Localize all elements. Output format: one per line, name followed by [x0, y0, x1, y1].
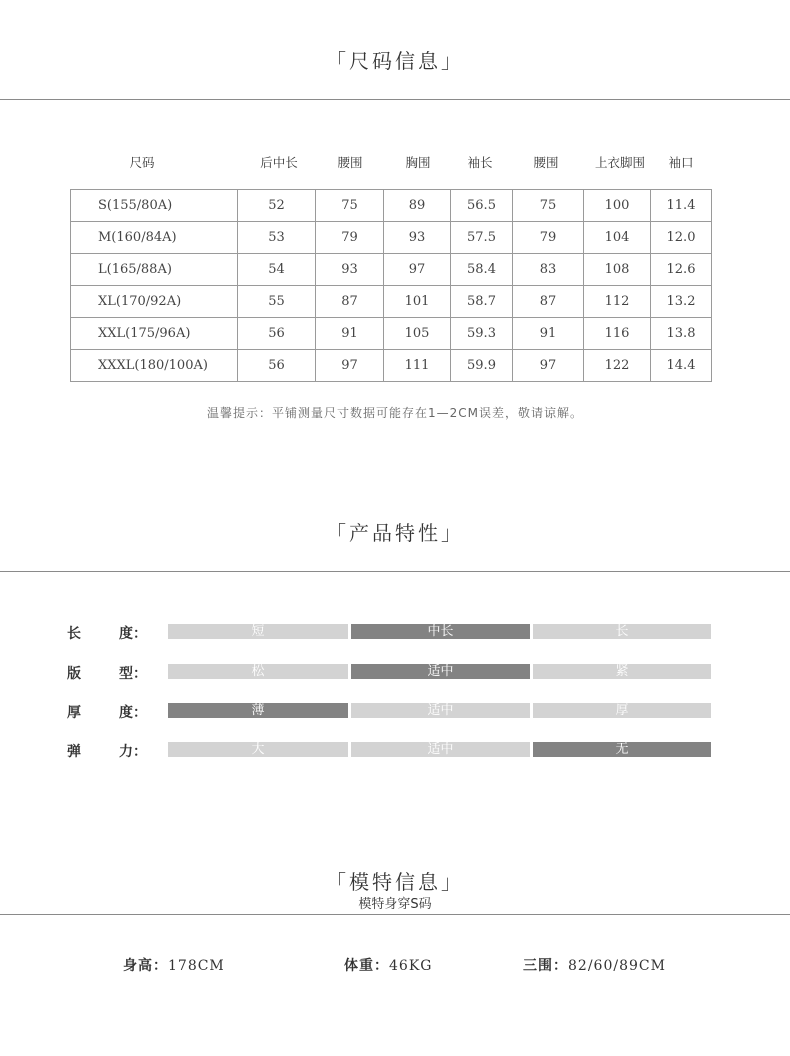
feature-option-selected: 薄: [168, 703, 348, 718]
table-cell: 55: [238, 286, 316, 318]
feature-option: 适中: [351, 703, 530, 718]
feature-label: [67, 623, 147, 643]
table-cell: 87: [513, 286, 584, 318]
table-cell: 108: [584, 254, 651, 286]
header-size: 尺码: [129, 155, 155, 170]
feature-label: [67, 741, 147, 761]
table-row: [71, 190, 712, 222]
table-cell: 97: [316, 350, 384, 382]
feature-option: 松: [168, 664, 348, 679]
feature-option: 大: [168, 742, 348, 757]
table-cell: 93: [316, 254, 384, 286]
size-name-cell: XL(170/92A): [71, 286, 238, 318]
model-subtitle: 模特身穿S码: [358, 897, 432, 912]
model-weight-label: 体重：: [344, 958, 389, 974]
model-height-value: 178CM: [168, 958, 225, 974]
header-waist: 腰围: [337, 155, 363, 170]
header-sleeve-length: 袖长: [467, 155, 493, 170]
header-back-length: 后中长: [260, 155, 298, 170]
divider: [0, 99, 790, 100]
divider: [0, 914, 790, 915]
table-row: [71, 254, 712, 286]
table-cell: 11.4: [651, 190, 712, 222]
model-height-label: 身高：: [123, 958, 168, 974]
feature-label-rest: 力：: [119, 744, 147, 760]
table-cell: 53: [238, 222, 316, 254]
header-hem: 上衣脚围: [594, 155, 645, 170]
feature-label-rest: 型：: [119, 666, 147, 682]
table-cell: 57.5: [451, 222, 513, 254]
feature-option: 厚: [533, 703, 711, 718]
feature-option-selected: 中长: [351, 624, 530, 639]
table-cell: 54: [238, 254, 316, 286]
feature-option-selected: 无: [533, 742, 711, 757]
model-measurements: [523, 955, 666, 975]
feature-label-rest: 度：: [119, 705, 147, 721]
table-cell: 56.5: [451, 190, 513, 222]
table-cell: 59.3: [451, 318, 513, 350]
model-measurements-label: 三围：: [523, 958, 568, 974]
table-cell: 83: [513, 254, 584, 286]
table-cell: 122: [584, 350, 651, 382]
table-cell: 104: [584, 222, 651, 254]
table-cell: 14.4: [651, 350, 712, 382]
model-height: [123, 955, 225, 975]
table-row: [71, 318, 712, 350]
table-cell: 52: [238, 190, 316, 222]
feature-label-rest: 度：: [119, 626, 147, 642]
divider: [0, 571, 790, 572]
size-table: [70, 189, 712, 382]
feature-label-char: 版: [67, 666, 81, 682]
table-row: [71, 350, 712, 382]
feature-label-char: 长: [67, 626, 81, 642]
size-name-cell: XXL(175/96A): [71, 318, 238, 350]
table-cell: 91: [316, 318, 384, 350]
feature-label: [67, 702, 147, 722]
table-cell: 12.0: [651, 222, 712, 254]
header-waist-2: 腰围: [533, 155, 559, 170]
size-name-cell: XXXL(180/100A): [71, 350, 238, 382]
table-cell: 89: [384, 190, 451, 222]
model-weight: [344, 955, 432, 975]
model-section-title: 「模特信息」: [326, 870, 464, 894]
table-cell: 79: [513, 222, 584, 254]
table-cell: 59.9: [451, 350, 513, 382]
size-name-cell: M(160/84A): [71, 222, 238, 254]
table-cell: 13.8: [651, 318, 712, 350]
table-cell: 91: [513, 318, 584, 350]
table-row: [71, 286, 712, 318]
size-name-cell: S(155/80A): [71, 190, 238, 222]
table-row: [71, 222, 712, 254]
table-cell: 58.4: [451, 254, 513, 286]
feature-label: [67, 663, 147, 683]
size-name-cell: L(165/88A): [71, 254, 238, 286]
table-cell: 100: [584, 190, 651, 222]
measurement-tip: 温馨提示：平铺测量尺寸数据可能存在1—2CM误差，敬请谅解。: [206, 406, 583, 420]
table-cell: 13.2: [651, 286, 712, 318]
table-cell: 105: [384, 318, 451, 350]
table-cell: 87: [316, 286, 384, 318]
table-cell: 97: [513, 350, 584, 382]
table-cell: 56: [238, 350, 316, 382]
size-section-title: 「尺码信息」: [326, 49, 464, 73]
table-cell: 93: [384, 222, 451, 254]
feature-option: 适中: [351, 742, 530, 757]
table-cell: 79: [316, 222, 384, 254]
feature-option: 短: [168, 624, 348, 639]
feature-option: 紧: [533, 664, 711, 679]
feature-section-title: 「产品特性」: [326, 521, 464, 545]
model-weight-value: 46KG: [389, 958, 433, 974]
table-cell: 112: [584, 286, 651, 318]
header-cuff: 袖口: [668, 155, 694, 170]
feature-option: 长: [533, 624, 711, 639]
feature-option-selected: 适中: [351, 664, 530, 679]
table-cell: 58.7: [451, 286, 513, 318]
header-chest: 胸围: [405, 155, 431, 170]
table-cell: 75: [513, 190, 584, 222]
model-measurements-value: 82/60/89CM: [568, 958, 666, 974]
feature-label-char: 弹: [67, 744, 81, 760]
table-cell: 56: [238, 318, 316, 350]
table-cell: 12.6: [651, 254, 712, 286]
table-cell: 116: [584, 318, 651, 350]
table-cell: 111: [384, 350, 451, 382]
table-cell: 101: [384, 286, 451, 318]
table-cell: 75: [316, 190, 384, 222]
table-cell: 97: [384, 254, 451, 286]
feature-label-char: 厚: [67, 705, 81, 721]
